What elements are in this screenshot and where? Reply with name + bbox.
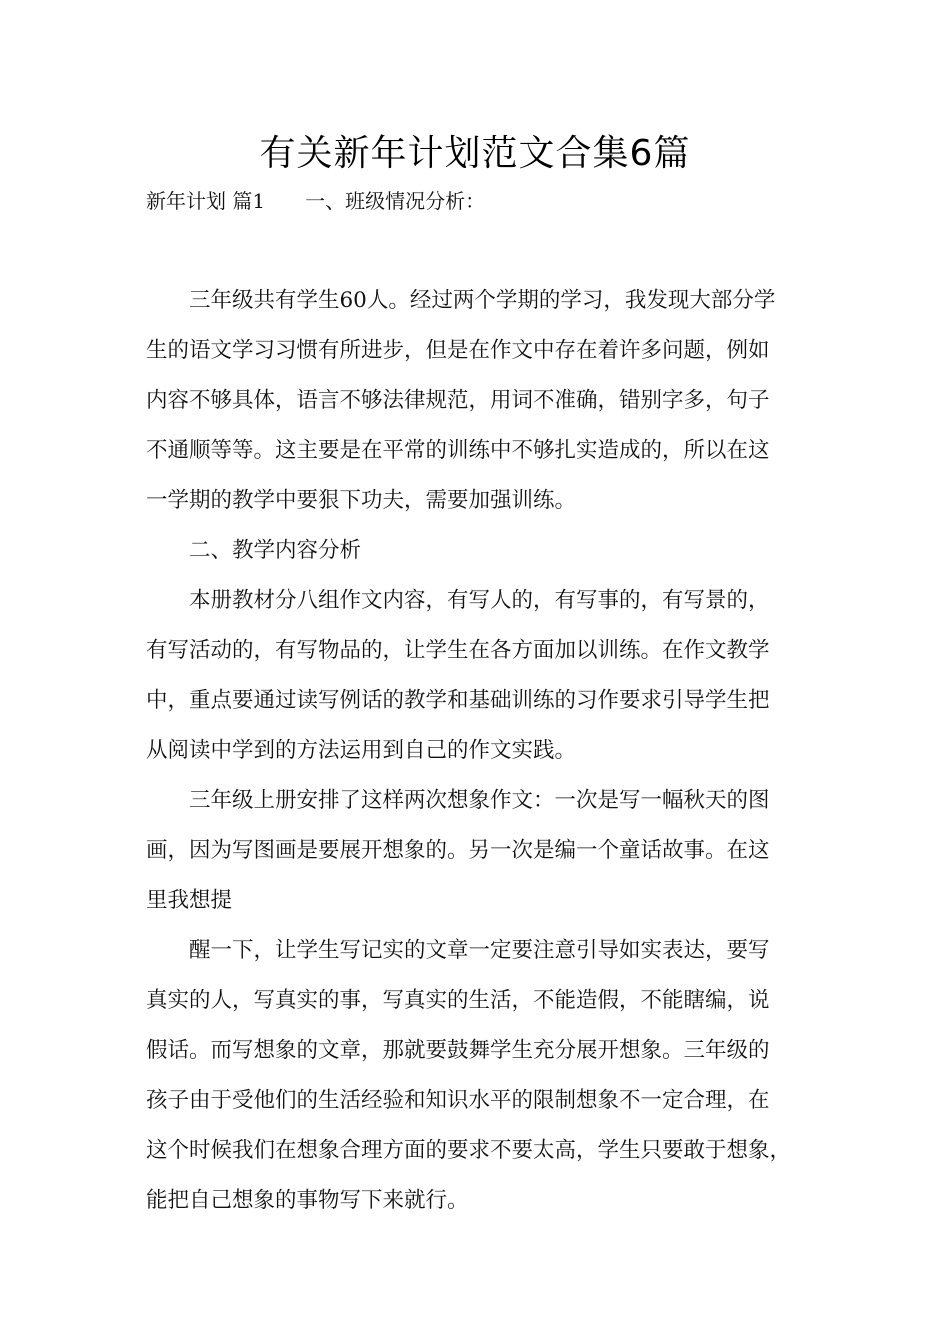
text-line: 本册教材分八组作文内容，有写人的，有写事的，有写景的， [146,588,770,613]
text-line: 能把自己想象的事物写下来就行。 [146,1188,469,1213]
text-line: 三年级上册安排了这样两次想象作文：一次是写一幅秋天的图 [146,788,770,813]
text-line: 画，因为写图画是要展开想象的。另一次是编一个童话故事。在这 [146,838,770,863]
text-line: 三年级共有学生60人。经过两个学期的学习，我发现大部分学 [146,288,776,313]
section-heading: 一、班级情况分析： [305,189,486,213]
text-line: 真实的人，写真实的事，写真实的生活，不能造假，不能瞎编，说 [146,988,770,1013]
text-line: 从阅读中学到的方法运用到自己的作文实践。 [146,738,577,763]
text-line: 生的语文学习习惯有所进步，但是在作文中存在着许多问题，例如 [146,338,770,363]
paragraph [146,526,826,576]
text-line: 有写活动的，有写物品的，让学生在各方面加以训练。在作文教学 [146,638,770,663]
text-line: 不通顺等等。这主要是在平常的训练中不够扎实造成的，所以在这 [146,438,770,463]
paragraph [146,926,826,1226]
document-title: 有关新年计划范文合集6篇 [259,133,691,174]
text-line: 中，重点要通过读写例话的教学和基础训练的习作要求引导学生把 [146,688,770,713]
paragraph [146,276,826,526]
text-line: 一学期的教学中要狠下功夫，需要加强训练。 [146,488,577,513]
paragraph [146,576,826,776]
text-line: 里我想提 [146,888,233,913]
text-line: 这个时候我们在想象合理方面的要求不要太高，学生只要敢于想象， [146,1138,792,1163]
text-line: 孩子由于受他们的生活经验和知识水平的限制想象不一定合理，在 [146,1088,770,1113]
paragraph [146,776,826,926]
text-line: 假话。而写想象的文章，那就要鼓舞学生充分展开想象。三年级的 [146,1038,770,1063]
section-label: 新年计划 篇1 [146,189,266,213]
section-heading-line: 二、教学内容分析 [146,538,362,563]
text-line: 醒一下，让学生写记实的文章一定要注意引导如实表达，要写 [146,938,770,963]
subtitle-row [146,186,485,216]
text-line: 内容不够具体，语言不够法律规范，用词不准确，错别字多，句子 [146,388,770,413]
